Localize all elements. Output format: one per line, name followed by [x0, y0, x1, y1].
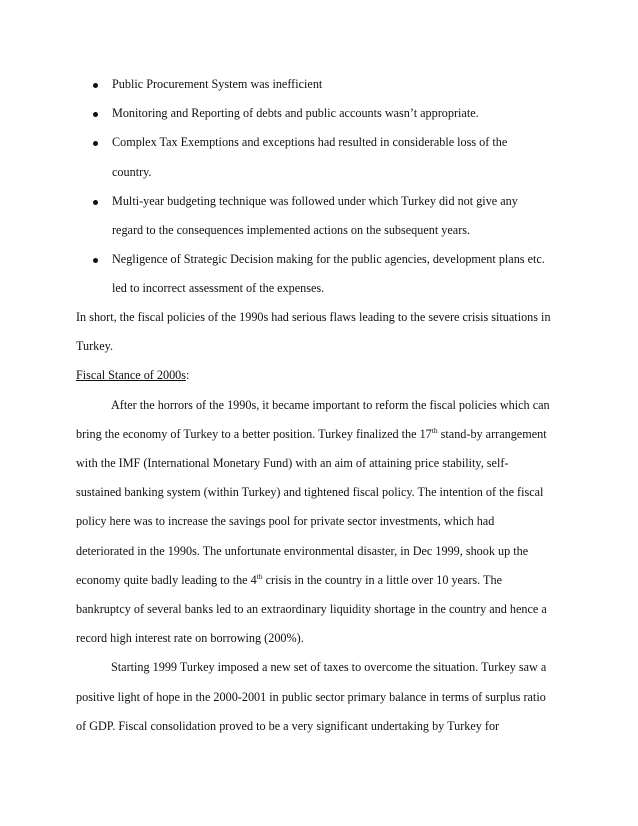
- superscript: th: [256, 571, 263, 581]
- paragraph-line: [76, 566, 576, 595]
- paragraph-fragment: stand-by arrangement: [437, 426, 547, 441]
- section-heading-text: Fiscal Stance of 2000s: [76, 368, 187, 383]
- bullet-text: Negligence of Strategic Decision making for the public agencies, development plans etc.: [112, 252, 545, 267]
- paragraph-line: [76, 420, 576, 449]
- bullet-icon: [93, 200, 98, 205]
- paragraph-line: positive light of hope in the 2000-2001 in public sector primary balance in terms of surplus ratio: [76, 689, 546, 704]
- bullet-icon: [93, 83, 98, 88]
- bullet-text: Complex Tax Exemptions and exceptions had resulted in considerable loss of the: [112, 135, 508, 150]
- bullet-text: regard to the consequences implemented actions on the subsequent years.: [112, 223, 471, 238]
- bullet-text: country.: [112, 164, 152, 179]
- bullet-item: [0, 245, 638, 303]
- bullet-text: Multi-year budgeting technique was followed under which Turkey did not give any: [112, 193, 518, 208]
- bullet-item: [0, 187, 638, 245]
- body-text: [76, 303, 576, 741]
- bullet-item: [0, 99, 638, 128]
- section-heading-colon: :: [186, 368, 190, 383]
- paragraph-line: After the horrors of the 1990s, it became important to reform the fiscal policies which can: [111, 397, 550, 412]
- paragraph-line: of GDP. Fiscal consolidation proved to be a very significant undertaking by Turkey for: [76, 718, 500, 733]
- paragraph-fragment: bring the economy of Turkey to a better position. Turkey finalized the 17: [76, 426, 432, 441]
- bullet-icon: [93, 141, 98, 146]
- paragraph-line: deteriorated in the 1990s. The unfortunate environmental disaster, in Dec 1999, shook up the: [76, 543, 529, 558]
- section-heading: [76, 361, 576, 390]
- paragraph-line: bankruptcy of several banks led to an extraordinary liquidity shortage in the country and hence a: [76, 602, 547, 617]
- bullet-text: Public Procurement System was inefficient: [112, 77, 323, 91]
- bullet-list: [0, 70, 638, 304]
- paragraph-line: policy here was to increase the savings pool for private sector investments, which had: [76, 514, 495, 529]
- summary-line: In short, the fiscal policies of the 1990s had serious flaws leading to the severe crisis situations in: [76, 310, 551, 324]
- paragraph-line: Starting 1999 Turkey imposed a new set of taxes to overcome the situation. Turkey saw a: [111, 660, 547, 675]
- paragraph-fragment: crisis in the country in a little over 10 years. The: [262, 572, 502, 587]
- summary-line: Turkey.: [76, 339, 114, 354]
- bullet-item: [0, 70, 638, 99]
- bullet-text: led to incorrect assessment of the expenses.: [112, 281, 325, 296]
- paragraph-line: sustained banking system (within Turkey) and tightened fiscal policy. The intention of the fiscal: [76, 485, 544, 500]
- paragraph-fragment: economy quite badly leading to the 4: [76, 572, 257, 587]
- bullet-icon: [93, 112, 98, 117]
- superscript: th: [431, 425, 438, 435]
- bullet-icon: [93, 258, 98, 263]
- bullet-text: Monitoring and Reporting of debts and public accounts wasn’t appropriate.: [112, 106, 479, 121]
- bullet-item: [0, 128, 638, 186]
- paragraph-line: with the IMF (International Monetary Fund) with an aim of attaining price stability, self-: [76, 456, 509, 471]
- paragraph-line: record high interest rate on borrowing (200%).: [76, 631, 304, 646]
